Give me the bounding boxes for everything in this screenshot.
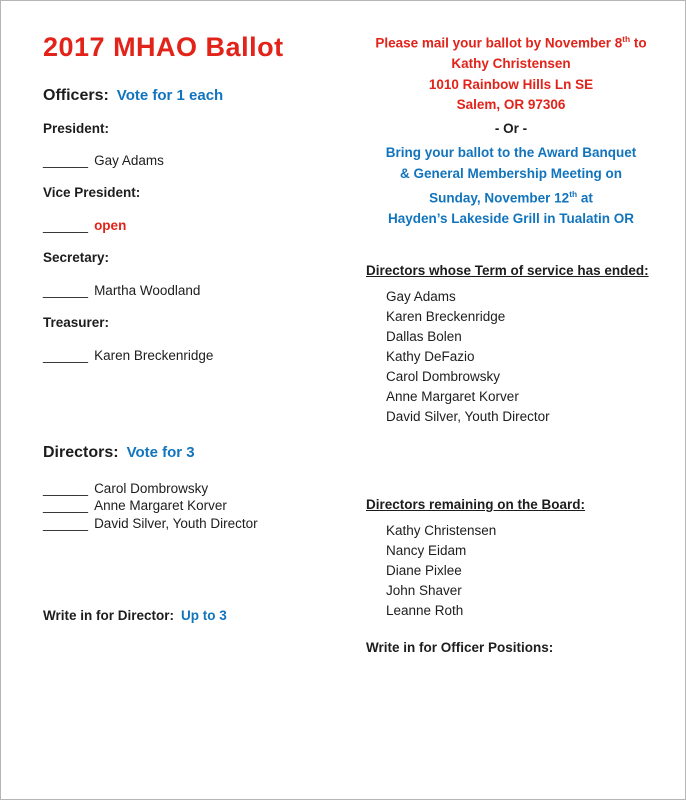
banquet-line4: Hayden’s Lakeside Grill in Tualatin OR bbox=[387, 211, 635, 226]
remaining-list bbox=[366, 521, 496, 621]
position-label-president: President: bbox=[43, 121, 110, 136]
list-item: Gay Adams bbox=[386, 289, 456, 304]
remaining-heading: Directors remaining on the Board: bbox=[366, 497, 586, 512]
list-item: Kathy Christensen bbox=[386, 523, 497, 538]
ballot-line-secretary bbox=[43, 283, 200, 300]
list-item: Karen Breckenridge bbox=[386, 309, 506, 324]
mail-instructions-line1 bbox=[361, 29, 661, 54]
write-in-director-heading bbox=[43, 608, 227, 625]
ordinal-superscript: th bbox=[622, 34, 631, 44]
ballot-line-director bbox=[43, 515, 258, 532]
list-item: Dallas Bolen bbox=[386, 329, 462, 344]
mail-recipient: Kathy Christensen bbox=[451, 56, 571, 71]
list-item: Diane Pixlee bbox=[386, 563, 462, 578]
write-in-blank: ______ bbox=[43, 218, 89, 233]
term-ended-list bbox=[366, 287, 550, 427]
write-in-director-label: Write in for Director: bbox=[43, 608, 175, 623]
ballot-line-director bbox=[43, 497, 258, 514]
position-label-treasurer: Treasurer: bbox=[43, 315, 110, 330]
list-item: John Shaver bbox=[386, 583, 462, 598]
director-candidate-lines bbox=[43, 480, 258, 532]
banquet-line3-tail: at bbox=[577, 190, 593, 206]
candidate-name: Karen Breckenridge bbox=[94, 348, 214, 363]
mail-instructions bbox=[361, 29, 661, 116]
list-item: Leanne Roth bbox=[386, 603, 464, 618]
write-in-blank: ______ bbox=[43, 481, 89, 496]
mail-line1-text: Please mail your ballot by November 8 bbox=[375, 35, 623, 51]
list-item: Nancy Eidam bbox=[386, 543, 467, 558]
banquet-line3-text: Sunday, November 12 bbox=[429, 190, 570, 206]
directors-vote-instruction: Vote for 3 bbox=[126, 444, 195, 461]
ballot-line-director bbox=[43, 480, 258, 497]
directors-section-heading bbox=[43, 443, 195, 463]
ballot-line-president bbox=[43, 153, 164, 170]
write-in-blank: ______ bbox=[43, 153, 89, 168]
or-divider: - Or - bbox=[494, 121, 528, 136]
officers-vote-instruction: Vote for 1 each bbox=[116, 87, 224, 104]
banquet-line3 bbox=[361, 184, 661, 209]
candidate-name: Gay Adams bbox=[94, 153, 164, 168]
write-in-blank: ______ bbox=[43, 515, 89, 531]
write-in-director-instruction: Up to 3 bbox=[181, 608, 227, 623]
list-item: Kathy DeFazio bbox=[386, 349, 475, 364]
ordinal-superscript: th bbox=[569, 189, 578, 199]
mail-city-state-zip: Salem, OR 97306 bbox=[456, 97, 566, 112]
write-in-blank: ______ bbox=[43, 498, 89, 514]
list-item: Carol Dombrowsky bbox=[386, 369, 501, 384]
candidate-name: Carol Dombrowsky bbox=[94, 481, 209, 496]
list-item: Anne Margaret Korver bbox=[386, 389, 519, 404]
position-label-vice-president: Vice President: bbox=[43, 185, 141, 200]
ballot-line-vice-president bbox=[43, 218, 126, 235]
officers-section-heading bbox=[43, 86, 223, 106]
term-ended-heading: Directors whose Term of service has ended: bbox=[366, 263, 649, 278]
candidate-name-open: open bbox=[94, 218, 127, 233]
mail-line1-tail: to bbox=[630, 35, 647, 51]
write-in-blank: ______ bbox=[43, 348, 89, 363]
position-label-secretary: Secretary: bbox=[43, 250, 110, 265]
banquet-line2: & General Membership Meeting on bbox=[399, 165, 623, 181]
officers-heading-label: Officers: bbox=[43, 87, 109, 104]
banquet-line1: Bring your ballot to the Award Banquet bbox=[385, 145, 637, 160]
candidate-name: Anne Margaret Korver bbox=[94, 498, 227, 514]
banquet-instructions bbox=[361, 143, 661, 230]
ballot-line-treasurer bbox=[43, 348, 213, 365]
list-item: David Silver, Youth Director bbox=[386, 409, 550, 424]
write-in-blank: ______ bbox=[43, 283, 89, 298]
directors-heading-label: Directors: bbox=[43, 444, 119, 461]
candidate-name: David Silver, Youth Director bbox=[94, 515, 258, 531]
ballot-title: 2017 MHAO Ballot bbox=[43, 32, 284, 62]
mail-street: 1010 Rainbow Hills Ln SE bbox=[428, 76, 594, 92]
write-in-officers-heading: Write in for Officer Positions: bbox=[366, 640, 554, 655]
candidate-name: Martha Woodland bbox=[94, 283, 201, 298]
